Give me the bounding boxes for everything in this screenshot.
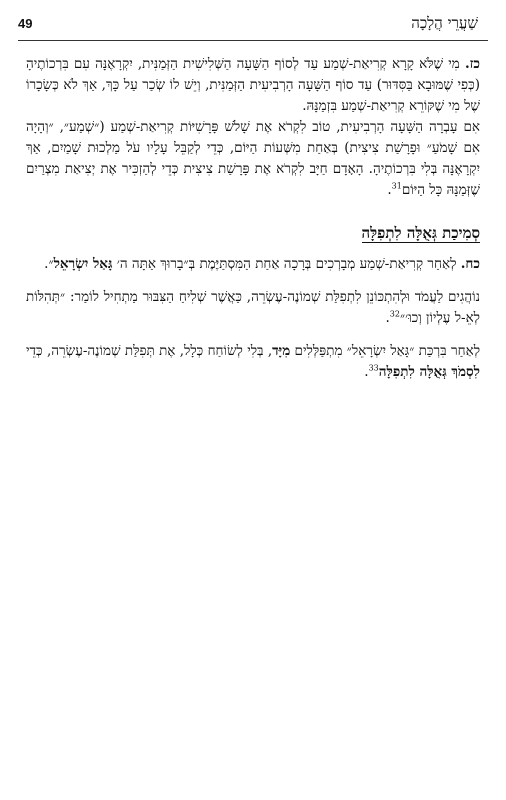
paragraph-27-continued: אִם עָבְרָה הַשָּׁעָה הָרְבִיעִית, טוֹב לִקְרֹא אֶת שָׁלֹשׁ פָּרָשִׁיּוֹת קְרִיאַת-שְׁמַע (״שְׁמַע״, ״וְהָיָה אִם שָׁמֹעַ״ וּפָרָשַׁת צִיצִית) בְּאַחַת מִשְּׁעוֹת הַיּוֹם, כְּדֵי לְקַבֵּל עָלָיו עֹל מַלְכוּת שָׁמַיִם, אַךְ יִקְרָאֶנָּה בְּלִי בִּרְכוֹתֶיהָ. הָאָדָם חַיָּב לִקְרֹא אֶת פָּרָשַׁת צִיצִית כְּדֵי לְהַזְכִּיר אֶת יְצִיאַת מִצְרַיִם שֶׁזְּמַנָּהּ כָּל הַיּוֹם$^{31}$. <box>26 119 480 198</box>
paragraph-28: כח. לְאַחַר קְרִיאַת-שְׁמַע מְבָרְכִים בְּרָכָה אַחַת הַמִּסְתַּיֶּמֶת בְּ״בָרוּךְ אַתָּה ה׳ גָּאַל יִשְׂרָאֵל״. <box>44 256 480 272</box>
footnote-ref: 32 <box>389 309 400 319</box>
paragraph-text: לְאַחַר קְרִיאַת-שְׁמַע מְבָרְכִים בְּרָכָה אַחַת הַמִּסְתַּיֶּמֶת בְּ״בָרוּךְ אַתָּה ה׳ <box>112 256 461 272</box>
running-header-title: שַׁעֲרֵי הֲלָכָה <box>411 14 478 32</box>
paragraph-text: לְאַחַר בִּרְכַּת ״גָּאַל יִשְׂרָאֵל״ מִתְפַּלְּלִים <box>290 343 481 359</box>
paragraph-27 <box>26 54 480 117</box>
paragraph-28-final: לְאַחַר בִּרְכַּת ״גָּאַל יִשְׂרָאֵל״ מִתְפַּלְּלִים מִיָּד, בְּלִי לְשׂוֹחַח כְּלָל, אֶת תְּפִלַּת שְׁמוֹנֶה-עֶשְׂרֵה, כְּדֵי לִסְמֹךְ גְּאֻלָּה לִתְפִלָּה$^{33}$. <box>26 343 481 380</box>
header-rule <box>18 40 488 41</box>
paragraph-marker: כז. <box>464 56 480 72</box>
footnote-ref: 33 <box>368 363 379 373</box>
paragraph-marker: כח. <box>460 256 480 272</box>
emphasis: מִיָּד <box>272 343 291 359</box>
paragraph-text: נוֹהֲגִים לַעֲמֹד וּלְהִתְכּוֹנֵן לִתְפִלַּת שְׁמוֹנֶה-עֶשְׂרֵה, כַּאֲשֶׁר שְׁלִיחַ הַצִּבּוּר מַתְחִיל לוֹמַר: ״תְּהִלּוֹת לְאֵ-ל עֶלְיוֹן וְכוּ׳״ <box>26 289 480 326</box>
footnote-ref: 31 <box>391 181 402 191</box>
page-body <box>26 54 480 383</box>
paragraph-text: מִי שֶׁלֹּא קָרָא קְרִיאַת-שְׁמַע עַד לְסוֹף הַשָּׁעָה הַשְּׁלִישִׁית הַזְּמַנִּית, יִקְרָאֶנָּה עִם בִּרְכוֹתֶיהָ (כְּפִי שֶׁמּוּבָא בַּסִּדּוּר) עַד סוֹף הַשָּׁעָה הָרְבִיעִית הַזְּמַנִּית, וְיֵשׁ לוֹ שְׂכַר עַל כָּךְ, אַךְ לֹא כְּשָׂכָרוֹ שֶׁל מִי שֶׁקּוֹרֵא קְרִיאַת-שְׁמַע בִּזְמַנָּהּ. <box>26 56 480 114</box>
paragraph-text: אִם עָבְרָה הַשָּׁעָה הָרְבִיעִית, טוֹב לִקְרֹא אֶת שָׁלֹשׁ פָּרָשִׁיּוֹת קְרִיאַת-שְׁמַע (״שְׁמַע״, ״וְהָיָה אִם שָׁמֹעַ״ וּפָרָשַׁת צִיצִית) בְּאַחַת מִשְּׁעוֹת הַיּוֹם, כְּדֵי לְקַבֵּל עָלָיו עֹל מַלְכוּת שָׁמַיִם, אַךְ יִקְרָאֶנָּה בְּלִי בִּרְכוֹתֶיהָ. הָאָדָם חַיָּב לִקְרֹא אֶת פָּרָשַׁת צִיצִית כְּדֵי לְהַזְכִּיר אֶת יְצִיאַת מִצְרַיִם שֶׁזְּמַנָּהּ כָּל הַיּוֹם <box>26 119 480 198</box>
paragraph-28-custom: נוֹהֲגִים לַעֲמֹד וּלְהִתְכּוֹנֵן לִתְפִלַּת שְׁמוֹנֶה-עֶשְׂרֵה, כַּאֲשֶׁר שְׁלִיחַ הַצִּבּוּר מַתְחִיל לוֹמַר: ״תְּהִלּוֹת לְאֵ-ל עֶלְיוֹן וְכוּ׳״$^{32}$. <box>26 289 480 326</box>
emphasis: לִסְמֹךְ גְּאֻלָּה לִתְפִלָּה <box>378 364 480 380</box>
section-heading: סְמִיכַת גְּאֻלָּה לִתְפִלָּה <box>361 224 480 242</box>
page-number: 49 <box>18 16 33 31</box>
emphasis: גָּאַל יִשְׂרָאֵל <box>53 256 113 272</box>
